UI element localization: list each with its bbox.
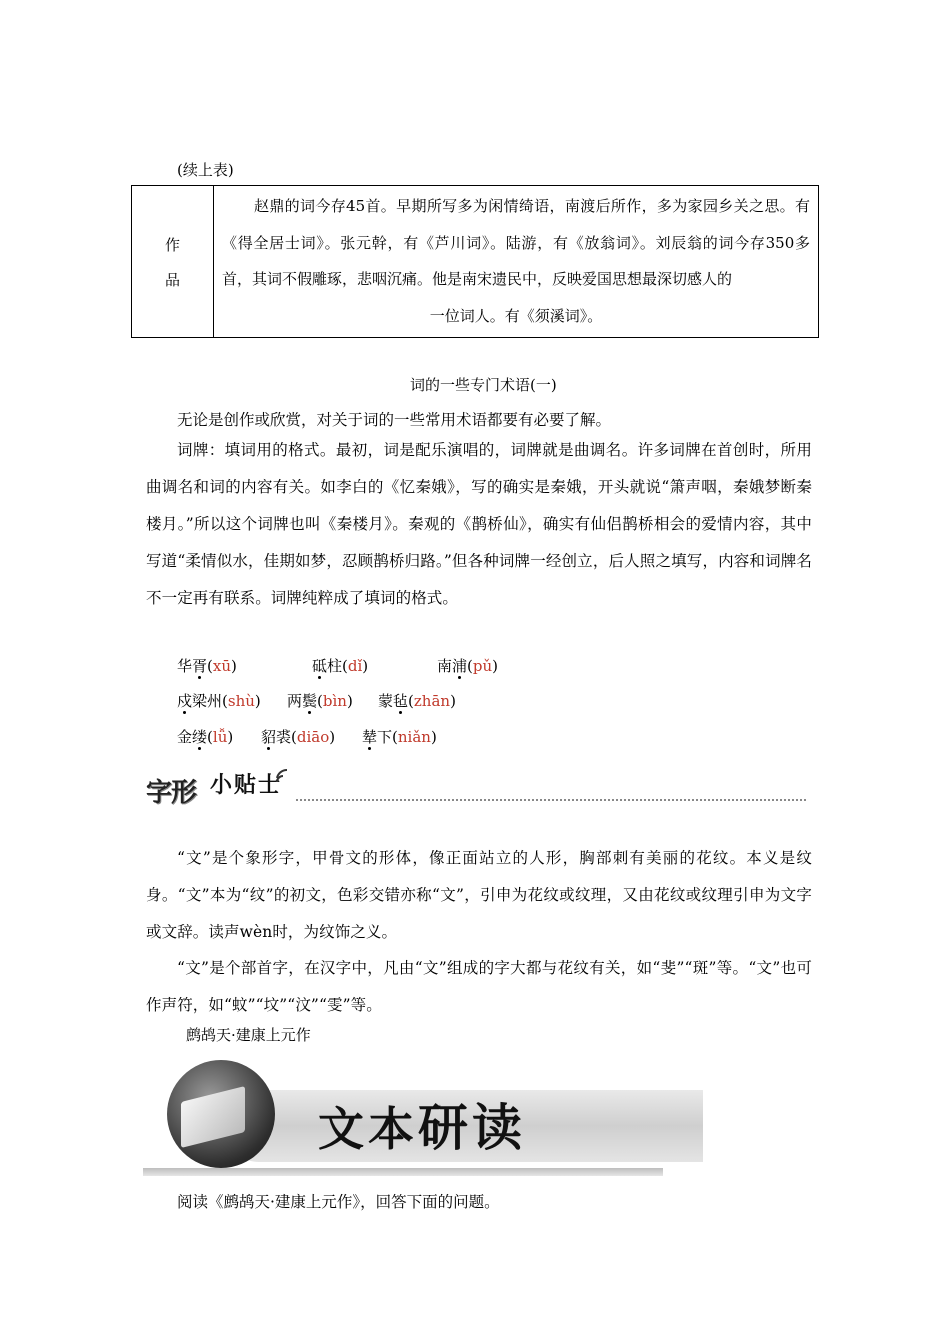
table-content — [222, 188, 810, 334]
works-table — [131, 185, 819, 338]
pinyin-item: 华胥(xū) — [177, 657, 237, 675]
pinyin-item: 南浦(pǔ) — [437, 657, 499, 675]
table-content-main: 赵鼎的词今存45首。早期所写多为闲情绮语，南渡后所作，多为家园乡关之思。有《得全居士词》。张元幹，有《芦川词》。陆游，有《放翁词》。刘辰翁的词今存350多首，其词不假雕琢，悲咽沉痛。他是南宋遗民中，反映爱国思想最深切感人的 — [222, 197, 810, 288]
reading-instruction: 阅读《鹧鸪天·建康上元作》，回答下面的问题。 — [177, 1193, 500, 1211]
table-header-2: 品 — [164, 271, 180, 289]
poem-title: 鹧鸪天·建康上元作 — [186, 1026, 311, 1044]
pinyin-item: 戍梁州(shù) — [177, 692, 261, 710]
signal-icon — [274, 766, 294, 786]
banner-sub-text: 小贴士 — [210, 773, 283, 798]
cipai-paragraph: 词牌：填词用的格式。最初，词是配乐演唱的，词牌就是曲调名。许多词牌在首创时，所用曲调名和词的内容有关。如李白的《忆秦娥》，写的确实是秦娥，开头就说“箫声咽，秦娥梦断秦楼月。”所以这个词牌也叫《秦楼月》。秦观的《鹊桥仙》，确实有仙侣鹊桥相会的爱情内容，其中写道“柔情似水，佳期如梦，忍顾鹊桥归路。”但各种词牌一经创立，后人照之填写，内容和词牌名不一定再有联系。词牌纯粹成了填词的格式。 — [146, 441, 812, 607]
banner-dotted-rule — [296, 799, 806, 801]
pinyin-item: 两鬓(bìn) — [287, 692, 353, 710]
banner-base — [143, 1168, 663, 1176]
banner-title: 文本研读 — [318, 1098, 526, 1157]
section-title: 词的一些专门术语(一) — [410, 376, 557, 394]
table-divider — [213, 186, 214, 337]
table-content-last: 一位词人。有《须溪词》。 — [429, 306, 603, 325]
pinyin-item: 金缕(lǚ) — [177, 728, 234, 746]
banner-main-text: 字形 — [146, 778, 197, 808]
continued-note: (续上表) — [177, 161, 234, 179]
pinyin-item: 辇下(niǎn) — [362, 728, 437, 746]
pinyin-item: 貂裘(diāo) — [261, 728, 336, 746]
pinyin-item: 砥柱(dǐ) — [312, 657, 369, 675]
wen-paragraph-1: “文”是个象形字，甲骨文的形体，像正面站立的人形，胸部刺有美丽的花纹。本义是纹身。“文”本为“纹”的初文，色彩交错亦称“文”，引申为花纹或纹理，又由花纹或纹理引申为文字或文辞。读声wèn时，为纹饰之义。 — [146, 849, 812, 941]
intro-paragraph: 无论是创作或欣赏，对关于词的一些常用术语都要有必要了解。 — [177, 411, 612, 429]
text-study-banner — [143, 1054, 663, 1176]
glyph-tips-banner — [146, 766, 806, 810]
pinyin-item: 蒙毡(zhān) — [378, 692, 456, 710]
table-header-1: 作 — [164, 236, 180, 254]
wen-paragraph-2: “文”是个部首字，在汉字中，凡由“文”组成的字大都与花纹有关，如“斐”“斑”等。“文”也可作声符，如“蚊”“坟”“汶”“雯”等。 — [146, 959, 812, 1014]
